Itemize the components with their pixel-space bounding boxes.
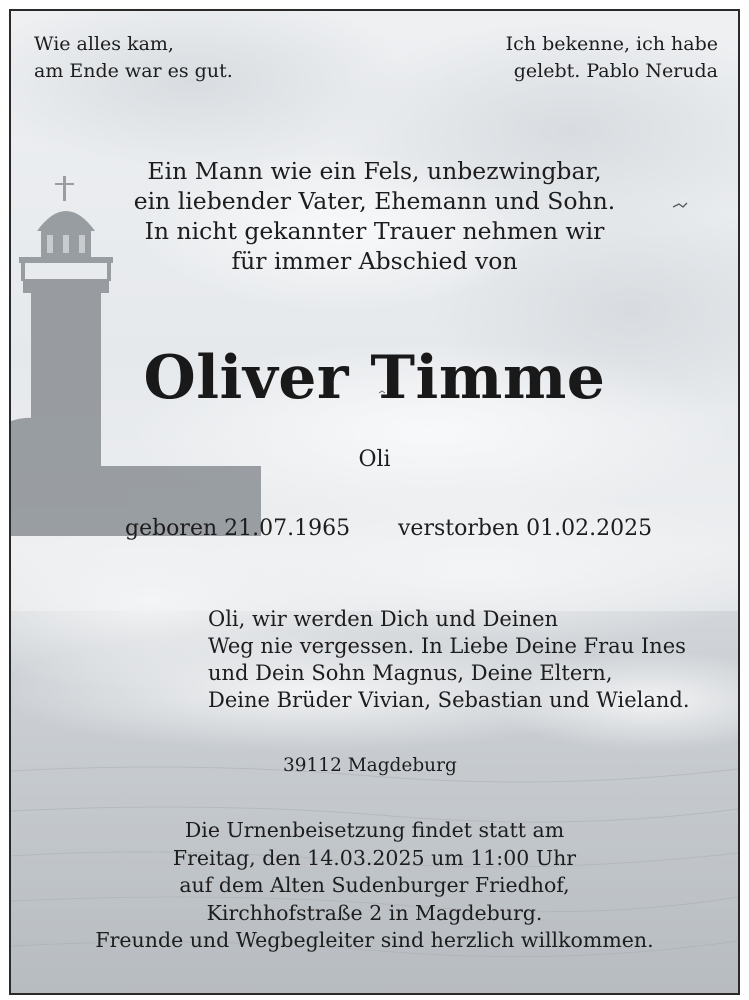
family-message: Oli, wir werden Dich und Deinen Weg nie vergessen. In Liebe Deine Frau Ines und Dein Sohn Magnus, Deine Eltern, Deine Brüder Vivian, Sebastian und Wieland. <box>208 607 690 712</box>
death-date: verstorben 01.02.2025 <box>398 516 653 541</box>
intro-text: Ein Mann wie ein Fels, unbezwingbar, ein liebender Vater, Ehemann und Sohn. In nicht gekannter Trauer nehmen wir für immer Abschied von <box>133 157 616 275</box>
funeral-details: Die Urnenbeisetzung findet statt am Freitag, den 14.03.2025 um 11:00 Uhr auf dem Alten Sudenburger Friedhof, Kirchhofstraße 2 in Magdeburg. Freunde und Wegbegleiter sind herzlich willkommen. <box>95 818 654 952</box>
quote-right: Ich bekenne, ich habe gelebt. Pablo Neruda <box>505 33 718 82</box>
obituary-content <box>11 11 738 993</box>
obituary-frame <box>9 9 740 995</box>
quote-left: Wie alles kam, am Ende war es gut. <box>34 33 233 82</box>
deceased-name: Oliver Timme <box>143 343 606 413</box>
location: 39112 Magdeburg <box>283 755 457 776</box>
nickname: Oli <box>358 447 391 472</box>
birth-date: geboren 21.07.1965 <box>125 516 351 541</box>
